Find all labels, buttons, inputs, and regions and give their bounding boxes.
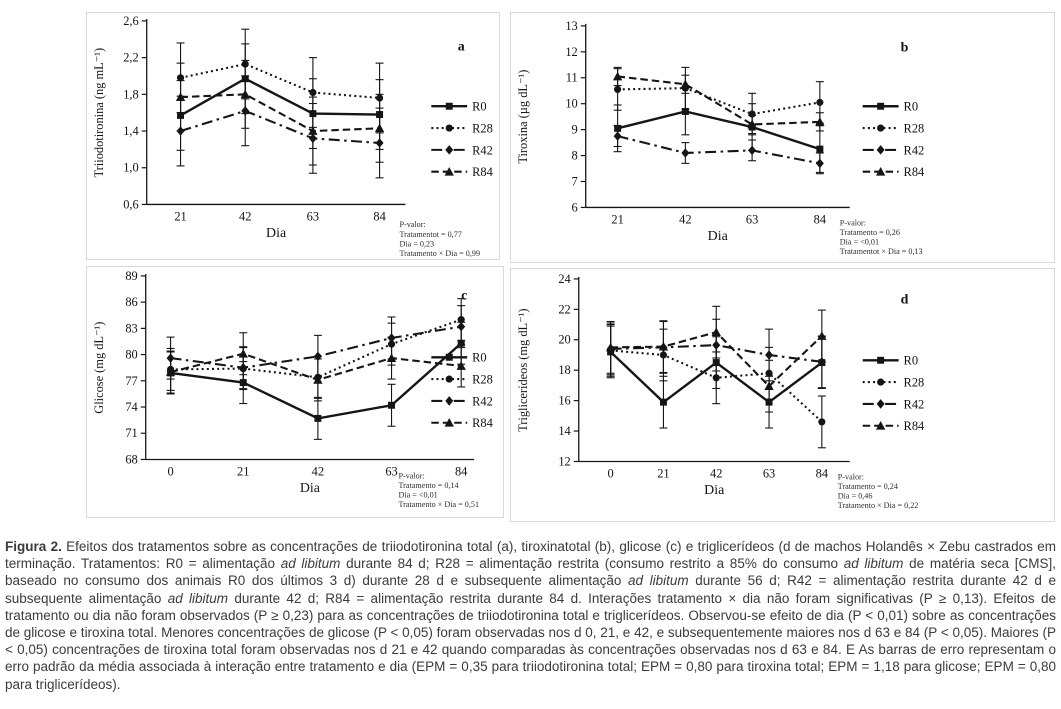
x-tick-label: 63: [762, 466, 776, 481]
legend-label: R28: [903, 375, 925, 390]
circle-marker: [177, 74, 184, 81]
x-tick-label: 0: [607, 466, 614, 481]
p-value-block: [399, 220, 480, 258]
diamond-marker: [457, 322, 465, 332]
circle-marker: [660, 351, 667, 358]
diamond-marker: [877, 399, 885, 409]
x-tick-label: 42: [679, 212, 692, 227]
y-tick-label: 7: [571, 174, 578, 189]
square-marker: [446, 103, 453, 110]
chart-panel-a: [86, 12, 500, 260]
legend-label: R0: [903, 353, 919, 368]
legend: [863, 100, 925, 179]
circle-marker: [376, 94, 383, 101]
p-value-line: Dia = <0,01: [398, 490, 438, 500]
y-tick-label: 1,4: [123, 124, 139, 139]
legend-label: R84: [472, 165, 493, 180]
p-value-line: Tratamento = 0,14: [398, 480, 459, 490]
y-tick-label: 6: [571, 200, 578, 215]
legend-label: R28: [472, 121, 493, 136]
y-tick-label: 83: [125, 321, 138, 336]
y-tick-label: 9: [571, 122, 578, 137]
axes: [516, 272, 850, 498]
y-tick-label: 0,6: [123, 197, 139, 212]
square-marker: [614, 125, 621, 132]
y-tick-label: 12: [565, 44, 578, 59]
diamond-marker: [681, 148, 689, 158]
series-R42: [167, 322, 466, 373]
x-tick-label: 63: [306, 209, 320, 224]
p-value-line: Tratamento = 0,26: [839, 227, 900, 237]
y-tick-label: 2,2: [123, 50, 139, 65]
circle-marker: [818, 418, 825, 425]
p-value-block: [840, 218, 923, 256]
p-value-line: Tratamento × Dia = 0,51: [398, 499, 480, 509]
p-value-line: P-valor:: [399, 220, 426, 230]
x-tick-label: 42: [710, 466, 723, 481]
square-marker: [314, 415, 321, 422]
square-marker: [177, 112, 184, 119]
p-value-line: Tratamento × Dia = 0,22: [837, 500, 919, 510]
x-tick-label: 42: [311, 464, 325, 479]
series-R42: [614, 131, 824, 168]
y-tick-label: 1,0: [123, 160, 139, 175]
diamond-marker: [241, 106, 249, 116]
square-marker: [682, 108, 689, 115]
diamond-marker: [748, 146, 756, 156]
square-marker: [713, 359, 720, 366]
legend-label: R42: [903, 397, 925, 412]
square-marker: [816, 146, 823, 153]
circle-marker: [242, 60, 249, 67]
y-tick-label: 68: [125, 452, 138, 467]
p-value-line: Dia = <0,01: [839, 237, 880, 247]
square-marker: [877, 357, 884, 364]
triangle-marker: [239, 349, 248, 358]
legend-label: R28: [903, 121, 925, 136]
diamond-marker: [877, 145, 885, 155]
circle-marker: [749, 111, 756, 118]
diamond-marker: [177, 126, 185, 136]
square-marker: [309, 110, 316, 117]
circle-marker: [446, 376, 453, 383]
legend-label: R42: [472, 394, 493, 409]
chart-panel-d: [510, 268, 1055, 522]
triangle-marker: [681, 79, 690, 88]
circle-marker: [713, 374, 720, 381]
p-value-line: Tratamento × Dia = 0,99: [399, 248, 481, 258]
panel-letter: d: [900, 292, 909, 308]
chart-d: [511, 269, 1054, 521]
legend-label: R84: [903, 419, 925, 434]
y-tick-label: 80: [125, 347, 138, 362]
x-tick-label: 63: [385, 464, 398, 479]
square-marker: [766, 399, 773, 406]
x-tick-label: 21: [237, 464, 250, 479]
x-tick-label: 21: [611, 212, 624, 227]
caption-segment: ad libitum: [627, 573, 689, 589]
x-axis-title: Dia: [707, 229, 728, 245]
x-tick-label: 84: [815, 466, 829, 481]
square-marker: [660, 399, 667, 406]
figure-caption: [5, 538, 1056, 693]
diamond-marker: [167, 353, 175, 363]
y-tick-label: 16: [558, 393, 571, 408]
diamond-marker: [445, 396, 453, 406]
p-value-line: Dia = 0,23: [399, 239, 435, 249]
square-marker: [376, 111, 383, 118]
legend: [863, 354, 925, 433]
x-tick-label: 21: [657, 466, 670, 481]
circle-marker: [446, 124, 453, 131]
square-marker: [877, 103, 884, 110]
y-tick-label: 2,6: [123, 13, 139, 28]
y-tick-label: 20: [558, 332, 571, 347]
caption-segment: Figura 2.: [5, 539, 62, 554]
y-tick-label: 1,8: [123, 87, 139, 102]
caption-segment: Efeitos dos tratamentos sobre as concentrações de triiodotironina total (a), tiroxinatotal (b), glicose (c) e triglicerídeos (d de machos Holandês × Zebu castrados em terminação. Tratamentos: R0 = alimentação: [5, 539, 1056, 572]
panel-letter: b: [900, 40, 909, 56]
y-tick-label: 14: [558, 424, 571, 439]
x-axis-title: Dia: [266, 226, 287, 242]
chart-panel-b: [510, 12, 1055, 263]
diamond-marker: [388, 333, 396, 343]
legend-label: R84: [472, 416, 493, 431]
diamond-marker: [445, 145, 453, 155]
diamond-marker: [765, 350, 773, 360]
y-tick-label: 10: [565, 96, 578, 111]
circle-marker: [816, 99, 823, 106]
legend-label: R84: [903, 165, 925, 180]
diamond-marker: [816, 159, 824, 169]
y-axis-title: Triglicerídeos (mg dL⁻¹): [515, 308, 530, 432]
p-value-line: P-valor:: [837, 472, 865, 482]
y-tick-label: 77: [125, 373, 138, 388]
square-marker: [388, 402, 395, 409]
series-R28: [614, 85, 823, 118]
caption-segment: durante 42 d; R84 = alimentação restrita durante 84 d. Interações tratamento × dia não foram significativas (P ≥ 0,13). Efeitos de tratamento ou dia não foram observados (P ≥ 0,23) para as concentrações de triiodotironina total e triglicerídeos. Observou-se efeito de dia (P < 0,01) sobre as concentrações de glicose e tiroxina total. Menores concentrações de glicose (P < 0,05) foram observadas nos d 0, 21, e 42, e subsequentemente maiores nos d 63 e 84 (P < 0,05). Maiores (P < 0,05) concentrações de tiroxina total foram observadas nos d 21 e 42 quando comparadas às concentrações observadas nos d 63 e 84. E As barras de erro representam o erro padrão da média associada à interação entre tratamento e dia (EPM = 0,35 para triiodotironina total; EPM = 0,80 para tiroxina total; EPM = 1,18 para glicose; EPM = 0,80 para triglicerídeos).: [5, 590, 1056, 692]
legend-label: R42: [472, 143, 493, 158]
series-R28: [167, 316, 465, 381]
p-value-line: P-valor:: [839, 218, 867, 228]
p-value-line: Dia = 0,46: [837, 491, 873, 501]
y-tick-label: 12: [558, 454, 571, 469]
chart-b: [511, 13, 1054, 262]
diamond-marker: [309, 134, 317, 144]
series-R0: [614, 108, 823, 153]
p-value-line: Tratamento = 0,24: [837, 481, 898, 491]
circle-marker: [765, 370, 772, 377]
legend-label: R28: [472, 372, 493, 387]
y-tick-label: 13: [565, 18, 578, 33]
triangle-marker: [712, 327, 721, 336]
y-tick-label: 86: [125, 295, 138, 310]
square-marker: [240, 379, 247, 386]
panel-letter: a: [457, 39, 465, 55]
chart-a: [87, 13, 499, 259]
axes: [516, 19, 850, 244]
x-axis-title: Dia: [704, 483, 725, 499]
x-axis-title: Dia: [299, 481, 320, 497]
y-axis-title: Triiodotironina (ng mL⁻¹): [91, 47, 106, 178]
x-tick-label: 84: [454, 464, 468, 479]
caption-segment: durante 84 d; R28 = alimentação restrita (consumo restrito a 85% do consumo: [340, 556, 844, 572]
y-tick-label: 18: [558, 363, 571, 378]
chart-panel-c: [86, 266, 504, 518]
y-tick-label: 71: [125, 426, 138, 441]
y-axis-title: Glicose (mg dL⁻¹): [91, 321, 106, 414]
legend-label: R0: [472, 99, 487, 114]
diamond-marker: [614, 131, 622, 141]
caption-segment: durante 56 d; R42 = alimentação restrita durante 42 d e subsequente alimentação: [5, 573, 1056, 606]
square-marker: [242, 75, 249, 82]
x-tick-label: 84: [813, 212, 827, 227]
x-tick-label: 42: [239, 209, 252, 224]
p-value-block: [838, 472, 919, 510]
caption-segment: de matéria seca [CMS], baseado no consumo dos animais R0 dos últimos 3 d) durante 28 d e subsequente alimentação: [5, 556, 1056, 589]
circle-marker: [614, 86, 621, 93]
square-marker: [458, 340, 465, 347]
triangle-marker: [375, 124, 384, 133]
caption-segment: ad libitum: [280, 556, 341, 572]
y-tick-label: 74: [125, 400, 138, 414]
x-tick-label: 21: [174, 209, 187, 224]
chart-c: [87, 267, 503, 517]
diamond-marker: [712, 340, 720, 350]
circle-marker: [309, 89, 316, 96]
diamond-marker: [314, 352, 322, 362]
diamond-marker: [376, 138, 384, 148]
circle-marker: [877, 125, 884, 132]
caption-segment: ad libitum: [167, 590, 229, 606]
y-tick-label: 22: [558, 302, 571, 317]
error-bars: [177, 29, 384, 178]
square-marker: [446, 354, 453, 361]
p-value-line: P-valor:: [398, 471, 425, 481]
circle-marker: [877, 379, 884, 386]
legend-label: R0: [903, 99, 919, 114]
diamond-marker: [239, 363, 247, 373]
p-value-line: Tratamentot × Dia = 0,13: [839, 246, 923, 256]
x-tick-label: 0: [167, 464, 174, 479]
y-tick-label: 8: [571, 148, 578, 163]
legend-label: R42: [903, 143, 925, 158]
axes: [92, 14, 406, 241]
panel-letter: c: [461, 288, 468, 304]
legend-label: R0: [472, 350, 487, 365]
y-axis-title: Tiroxina (µg dL⁻¹): [515, 69, 530, 164]
y-tick-label: 89: [125, 268, 138, 283]
caption-segment: ad libitum: [843, 556, 904, 572]
y-tick-label: 24: [558, 271, 571, 286]
p-value-line: Tratamentot = 0,77: [399, 229, 462, 239]
x-tick-label: 63: [745, 212, 759, 227]
legend: [431, 100, 493, 179]
y-tick-label: 11: [565, 70, 578, 85]
x-tick-label: 84: [373, 209, 386, 224]
